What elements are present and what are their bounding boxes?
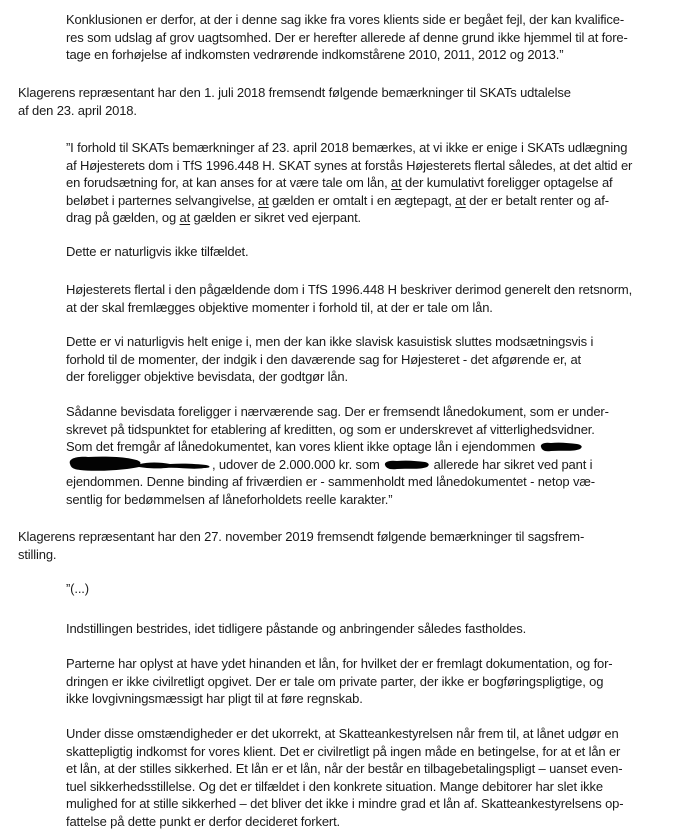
underlined-word: at [258, 192, 269, 208]
text-line: forhold til de momenter, der indgik i den daværende sag for Højesteret - det afgørende er, at [66, 351, 582, 367]
text-line: Sådanne bevisdata foreligger i nærværende sag. Der er fremsendt lånedokument, som er under- [66, 404, 609, 419]
text-line: skattepligtig indkomst for vores klient. Det er civilretligt på ingen måde en betingelse, for at et lån er [66, 743, 621, 759]
text-line: et lån, at der stilles sikkerhed. Et lån er et lån, når der består en tilbagebetalingspligt – uanset even- [66, 761, 623, 776]
text-line: Dette er vi naturligvis helt enige i, men der kan ikke slavisk kasuistisk sluttes modsætningsvis i [66, 334, 594, 349]
text-line: Højesterets flertal i den pågældende dom i TfS 1996.448 H beskriver derimod generelt den retsnorm, [66, 282, 633, 297]
text-line: Klagerens repræsentant har den 1. juli 2018 fremsendt følgende bemærkninger til SKATs udtalelse [18, 85, 571, 100]
text-line: dringen er ikke civilretligt opgivet. Der er tale om private parter, der ikke er bogføringspligtige, og [66, 673, 604, 689]
text-line: Under disse omstændigheder er det ukorrekt, at Skatteankestyrelsen når frem til, at lånet udgør en [66, 726, 619, 741]
text-line: af den 23. april 2018. [18, 102, 137, 118]
text-line: skrevet på tidspunktet for etablering af kreditten, og som er underskrevet af vitterlighedsvidner. [66, 421, 595, 437]
quote-paragraph-7 [66, 580, 89, 598]
text-line: tage en forhøjelse af indkomsten vedrørende indkomstårene 2010, 2011, 2012 og 2013.” [66, 47, 564, 62]
text-line: Konklusionen er derfor, at der i denne sag ikke fra vores klients side er begået fejl, der kan kvalifice- [66, 12, 625, 27]
text-segment: beløbet i parternes selvangivelse, [66, 192, 259, 208]
underlined-word: at [455, 192, 466, 208]
quote-paragraph-1 [66, 11, 628, 64]
text-line: ”I forhold til SKATs bemærkninger af 23. april 2018 bemærkes, at vi ikke er enige i SKATs udlægning [66, 140, 628, 155]
text-segment: allerede har sikret ved pant i [430, 456, 593, 472]
quote-paragraph-8 [66, 620, 526, 638]
quote-paragraph-9 [66, 655, 612, 708]
body-paragraph-2 [18, 528, 584, 563]
text-segment: der kumulativt foreligger optagelse af [401, 175, 613, 190]
text-line [66, 438, 609, 456]
text-segment: , udover de 2.000.000 kr. som [212, 456, 384, 472]
text-line: res som udslag af grov uagtsomhed. Der er herefter allerede af denne grund ikke hjemmel til at fore- [66, 29, 628, 45]
text-line: af Højesterets dom i TfS 1996.448 H. SKAT synes at forstås Højesterets flertal således, at det altid er [66, 157, 633, 173]
quote-paragraph-5 [66, 333, 593, 386]
underlined-word: at [179, 210, 191, 225]
text-line: mulighed for at stille sikkerhed – det bliver det ikke i mindre grad et lån af. Skatteankestyrelsens op- [66, 796, 624, 811]
text-line: stilling. [18, 546, 57, 562]
text-line: ikke lovgivningsmæssigt har pligt til at føre regnskab. [66, 691, 363, 706]
text-segment: der er betalt renter og af- [465, 192, 609, 208]
text-line: Dette er naturligvis ikke tilfældet. [66, 244, 249, 259]
text-line [66, 209, 632, 227]
text-segment: gælden er sikret ved ejerpant. [190, 210, 362, 225]
quote-paragraph-4 [66, 281, 632, 316]
quote-paragraph-10 [66, 725, 623, 830]
text-line: Indstillingen bestrides, idet tidligere påstande og anbringender således fastholdes. [66, 621, 527, 636]
quote-paragraph-6 [66, 403, 609, 508]
text-line: Klagerens repræsentant har den 27. november 2019 fremsendt følgende bemærkninger til sagsfrem- [18, 529, 585, 544]
text-line: tuel sikkerhedsstillelse. Og det er tilfældet i den konkrete situation. Mange debitorer har slet ikke [66, 778, 603, 794]
quote-paragraph-2 [66, 139, 632, 227]
text-line: Parterne har oplyst at have ydet hinanden et lån, for hvilket der er fremlagt dokumentation, og for- [66, 656, 613, 671]
body-paragraph-1 [18, 84, 571, 119]
text-segment: en forudsætning for, at kan anses for at være tale om lån, [66, 175, 391, 190]
redaction-mark [383, 460, 430, 470]
quote-paragraph-3 [66, 243, 248, 261]
text-segment: Som det fremgår af lånedokumentet, kan vores klient ikke optage lån i ejendommen [66, 439, 539, 454]
text-line: ”(...) [66, 581, 89, 596]
redaction-mark [66, 456, 212, 471]
redaction-mark [539, 442, 583, 452]
text-line [66, 192, 632, 210]
text-line: fattelse på dette punkt er derfor decideret forkert. [66, 813, 341, 829]
text-segment: gælden er omtalt i en ægtepagt, [268, 192, 456, 208]
text-line [66, 174, 632, 192]
text-line: ejendommen. Denne binding af friværdien er - sammenholdt med lånedokumentet - netop væ- [66, 474, 595, 489]
text-line: sentlig for bedømmelsen af låneforholdets reelle karakter.” [66, 491, 393, 507]
underlined-word: at [391, 175, 402, 190]
text-line [66, 456, 609, 474]
text-line: at der skal fremlægges objektive momenter i forhold til, at der er tale om lån. [66, 299, 493, 315]
text-segment: drag på gælden, og [66, 210, 180, 225]
text-line: der foreligger objektive bevisdata, der godtgør lån. [66, 369, 348, 384]
